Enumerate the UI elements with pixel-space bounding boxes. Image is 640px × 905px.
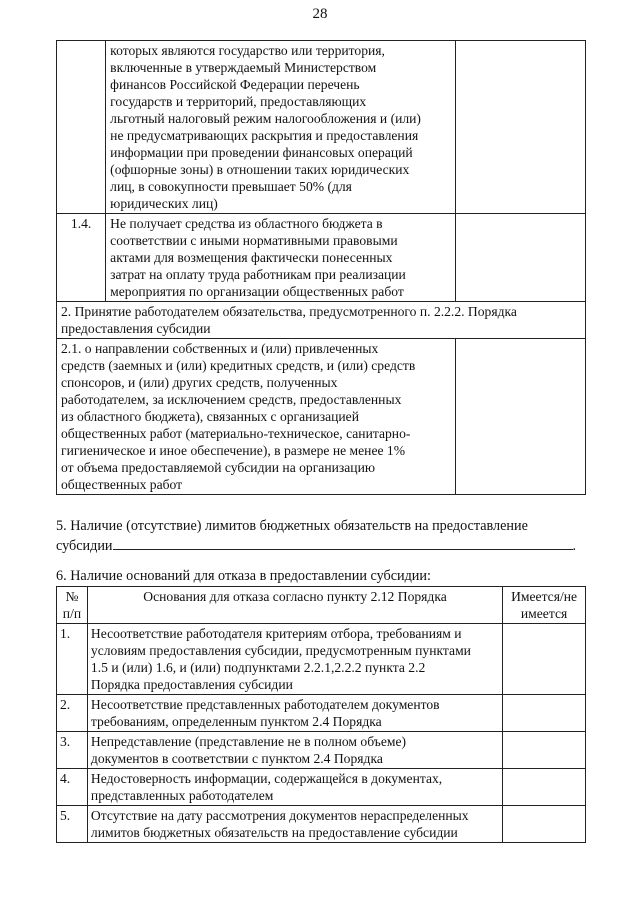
row-number: 3. <box>57 732 88 769</box>
row-number: 1. <box>57 624 88 695</box>
table-row <box>57 695 586 732</box>
header-basis: Основания для отказа согласно пункту 2.12 Порядка <box>87 587 502 624</box>
ground-text: Недостоверность информации, содержащейся в документах, представленных работодателем <box>87 769 502 806</box>
answer-cell[interactable] <box>456 41 586 214</box>
answer-cell[interactable] <box>503 624 586 695</box>
criterion-text: Не получает средства из областного бюджета в соответствии с иными нормативными правовыми актами для возмещения фактически понесенных затрат на оплату труда работникам при реализации мероприятия по организации общественных работ <box>106 214 456 302</box>
fill-in-line[interactable] <box>113 535 573 550</box>
table-row <box>57 339 586 495</box>
table-row <box>57 769 586 806</box>
row-number: 4. <box>57 769 88 806</box>
ground-text: Несоответствие работодателя критериям отбора, требованиям и условиям предоставления субсидии, предусмотренным пунктами 1.5 и (или) 1.6, и (или) подпунктами 2.2.1,2.2.2 пункта 2.2 Порядка предоставления субсидии <box>87 624 502 695</box>
criterion-text: 2.1. о направлении собственных и (или) привлеченных средств (заемных и (или) кредитных средств, и (или) средств спонсоров, и (или) других средств, полученных работодателем, за исключением средств, предоставленных из областного бюджета), связанных с организацией общественных работ (материально-техническое, санитарно- гигиеническое и иное обеспечение), в размере не менее 1% от объема предоставляемой субсидии на организацию общественных работ <box>57 339 456 495</box>
header-number: № п/п <box>57 587 88 624</box>
ground-text: Отсутствие на дату рассмотрения документов нераспределенных лимитов бюджетных обязательств на предоставление субсидии <box>87 806 502 843</box>
table-row <box>57 624 586 695</box>
section-6-title: 6. Наличие оснований для отказа в предоставлении субсидии: <box>56 568 431 584</box>
row-number <box>57 41 106 214</box>
row-number: 5. <box>57 806 88 843</box>
table-row <box>57 806 586 843</box>
table-row <box>57 214 586 302</box>
answer-cell[interactable] <box>503 806 586 843</box>
table-row <box>57 732 586 769</box>
table-header-row <box>57 587 586 624</box>
answer-cell[interactable] <box>503 769 586 806</box>
ground-text: Несоответствие представленных работодателем документов требованиям, определенным пунктом 2.4 Порядка <box>87 695 502 732</box>
answer-cell[interactable] <box>503 695 586 732</box>
row-number: 1.4. <box>57 214 106 302</box>
table-row <box>57 41 586 214</box>
section-5-text: 5. Наличие (отсутствие) лимитов бюджетных обязательств на предоставление <box>56 518 528 534</box>
ground-text: Непредставление (представление не в полном объеме) документов в соответствии с пунктом 2.4 Порядка <box>87 732 502 769</box>
section-2-header: 2. Принятие работодателем обязательства, предусмотренного п. 2.2.2. Порядка предоставления субсидии <box>57 302 586 339</box>
section-5 <box>56 517 596 555</box>
section-header-row <box>57 302 586 339</box>
page-number: 28 <box>312 6 328 22</box>
section-5-word: субсидии <box>56 538 113 554</box>
criterion-text: которых являются государство или территория, включенные в утверждаемый Министерством финансов Российской Федерации перечень государств и территорий, предоставляющих льготный налоговый режим налогообложения и (или) не предусматривающих раскрытия и предоставления информации при проведении финансовых операций (офшорные зоны) в отношении таких юридических лиц, в совокупности превышает 50% (для юридических лиц) <box>106 41 456 214</box>
section-5-tail: . <box>572 538 577 554</box>
answer-cell[interactable] <box>503 732 586 769</box>
answer-cell[interactable] <box>456 339 586 495</box>
refusal-grounds-table <box>56 586 586 843</box>
row-number: 2. <box>57 695 88 732</box>
answer-cell[interactable] <box>456 214 586 302</box>
header-has: Имеется/не имеется <box>503 587 586 624</box>
criteria-table <box>56 40 586 495</box>
